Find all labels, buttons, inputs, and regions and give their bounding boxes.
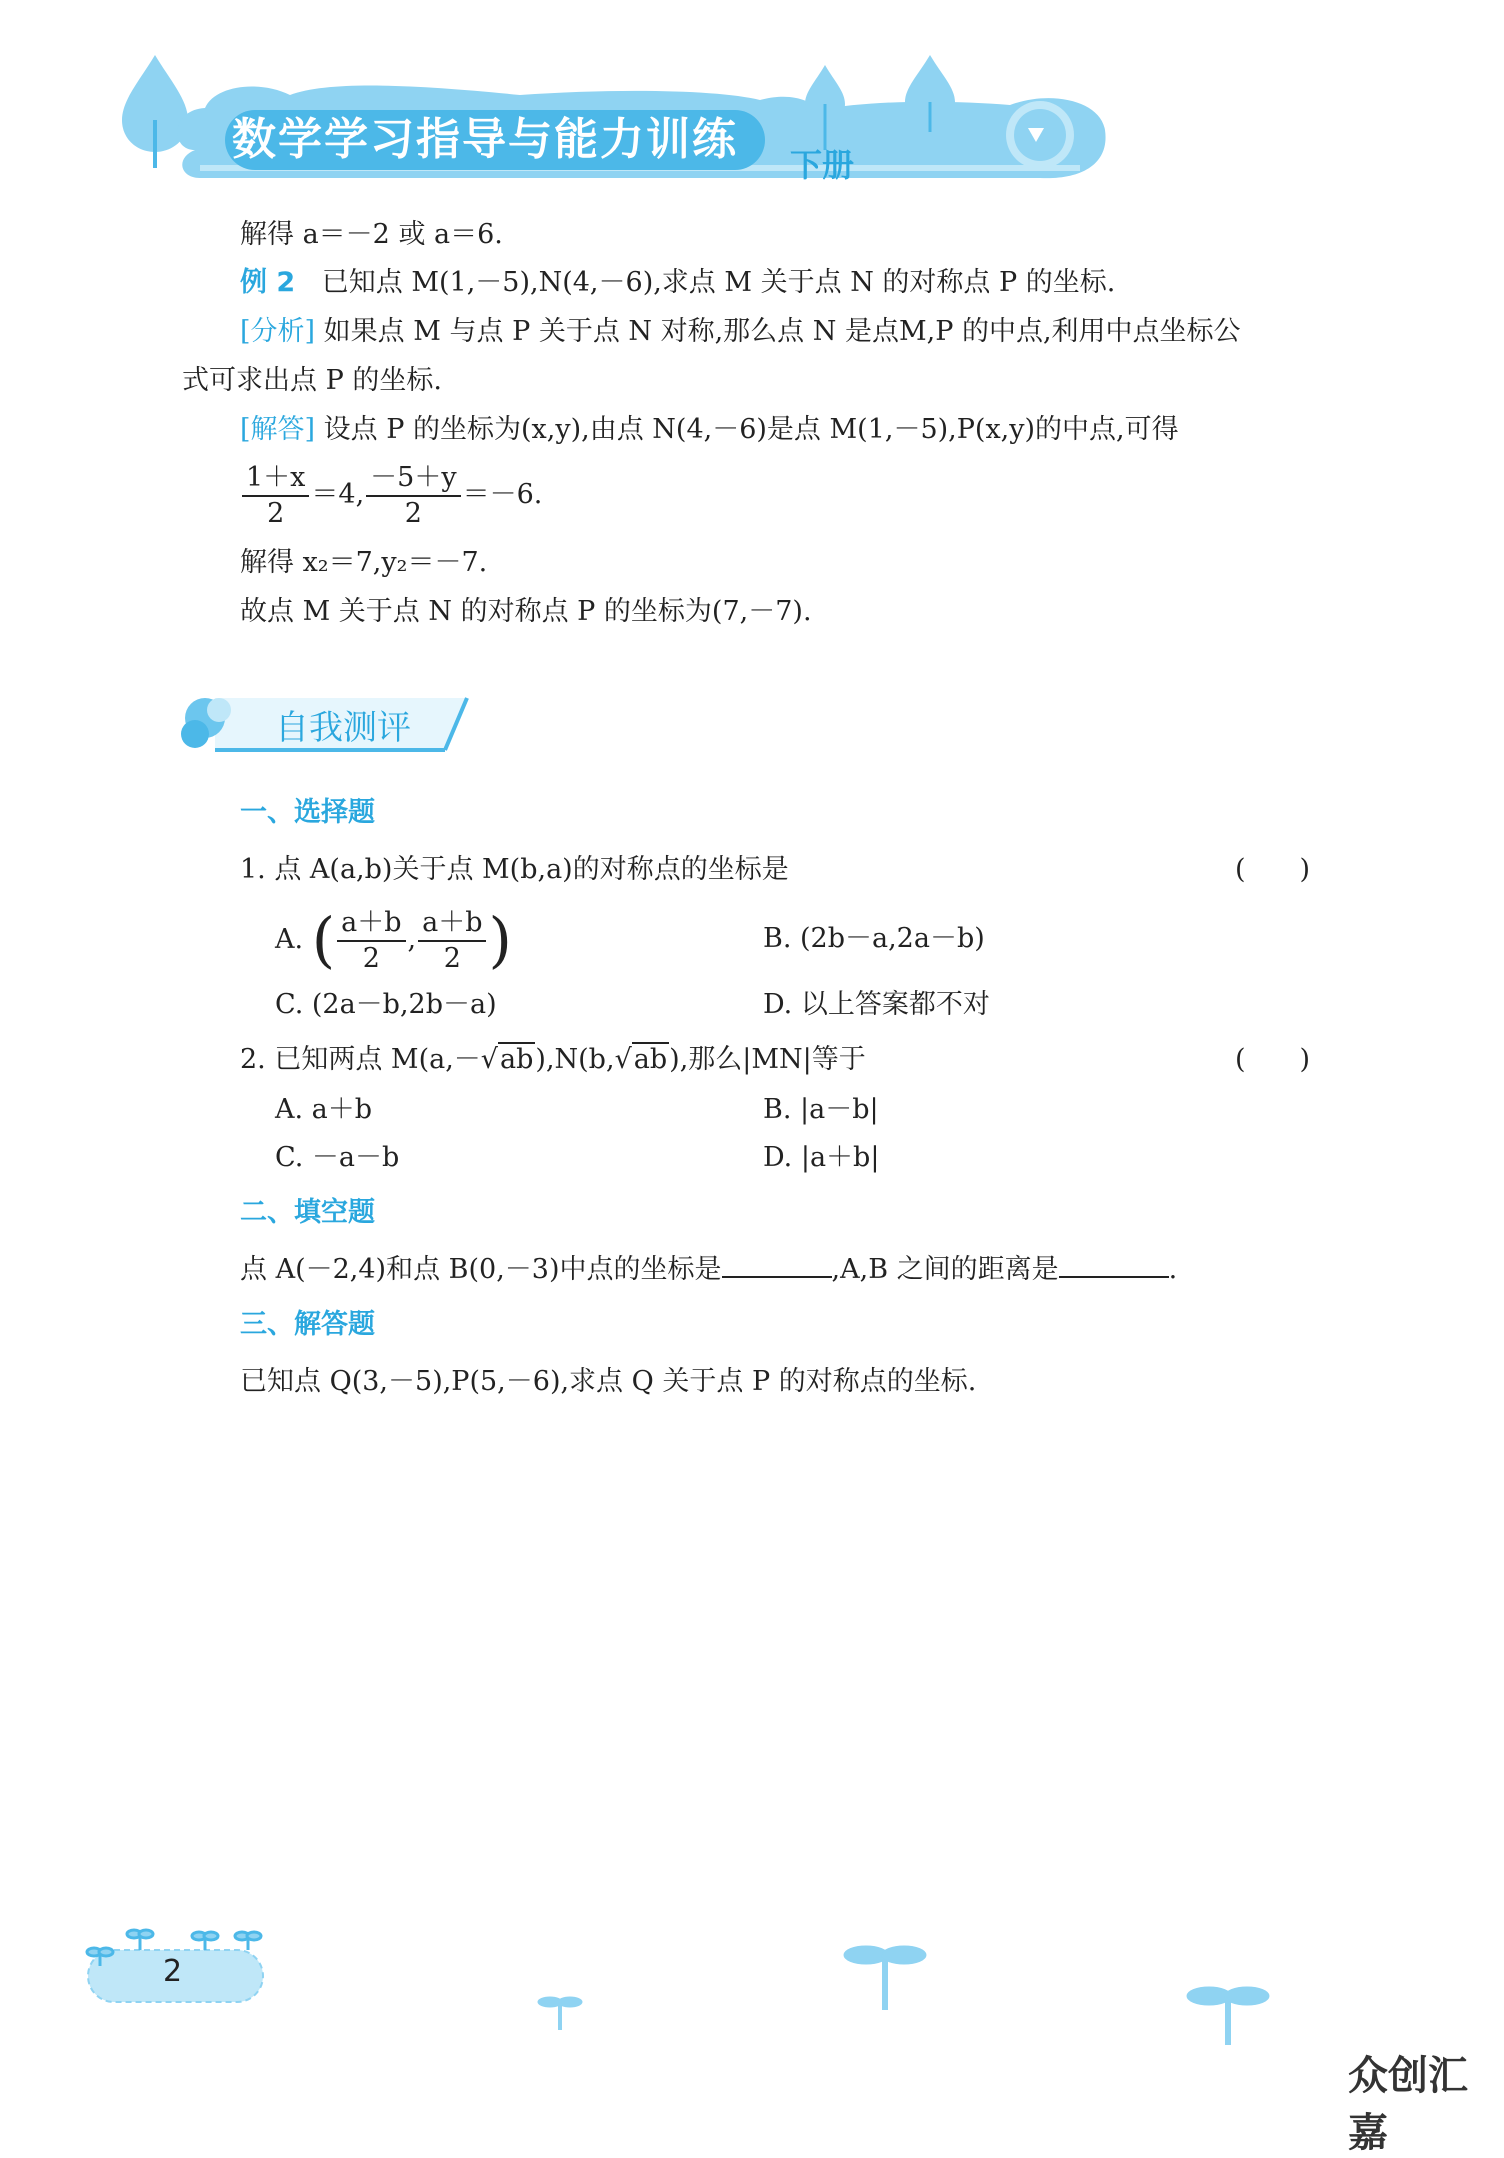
page-number: 2 — [163, 1954, 183, 1989]
answer — [240, 410, 1179, 450]
q2-option-c: C. －a－b — [275, 1142, 400, 1173]
q1-option-d: D. 以上答案都不对 — [763, 989, 990, 1020]
fill-question: 点 A(－2,4)和点 B(0,－3)中点的坐标是 ,A,B 之间的距离是 . — [240, 1250, 1177, 1290]
solution-line: 解得 a＝－2 或 a＝6. — [240, 219, 503, 250]
fraction-2: $\frac{-5+y}{2}$ — [366, 461, 460, 531]
example-text: 已知点 M(1,－5),N(4,－6),求点 M 关于点 N 的对称点 P 的坐标. — [321, 267, 1116, 298]
question-1: 1. 点 A(a,b)关于点 M(b,a)的对称点的坐标是 — [240, 854, 789, 885]
header-title: 数学学习指导与能力训练 — [232, 114, 738, 165]
footer-decoration — [0, 1900, 1504, 2094]
q2-option-b: B. |a－b| — [763, 1094, 879, 1125]
example-2 — [240, 263, 1115, 303]
conclusion-line: 故点 M 关于点 N 的对称点 P 的坐标为(7,－7). — [240, 596, 812, 627]
analysis — [240, 312, 1241, 352]
q2-option-d: D. |a＋b| — [763, 1142, 880, 1173]
answer-text: 设点 P 的坐标为(x,y),由点 N(4,－6)是点 M(1,－5),P(x,y)的中点,可得 — [323, 414, 1179, 445]
q1-answer-paren: ( ) — [1235, 854, 1311, 885]
fraction-equations: $\frac{1+x}{2}$ ＝4, $\frac{-5+y}{2}$ ＝－6. — [240, 460, 542, 531]
question-2: 2. 已知两点 M(a,－√ab),N(b,√ab),那么|MN|等于 — [240, 1044, 866, 1075]
q1-option-b: B. (2b－a,2a－b) — [763, 923, 985, 954]
analysis-label: [分析] — [240, 316, 316, 347]
solve-heading: 三、解答题 — [240, 1309, 375, 1340]
q2-option-a: A. a＋b — [275, 1094, 373, 1125]
fraction-1: $\frac{1+x}{2}$ — [242, 461, 309, 531]
section-title: 自我测评 — [275, 708, 411, 748]
fill-heading: 二、填空题 — [240, 1197, 375, 1228]
analysis-cont: 式可求出点 P 的坐标. — [182, 365, 442, 396]
analysis-text: 如果点 M 与点 P 关于点 N 对称,那么点 N 是点M,P 的中点,利用中点坐标公 — [323, 316, 1241, 347]
answer-label: [解答] — [240, 414, 316, 445]
q1-option-c: C. (2a－b,2b－a) — [275, 989, 497, 1020]
mc-heading: 一、选择题 — [240, 797, 375, 828]
blank-2[interactable] — [1059, 1250, 1169, 1278]
example-label: 例 2 — [240, 267, 296, 298]
watermark: 众创汇嘉 — [1348, 2053, 1468, 2156]
q1-option-a: A. ( $\frac{a+b}{2}$ , $\frac{a+b}{2}$ ) — [275, 905, 512, 976]
header-banner — [0, 0, 1504, 200]
header-volume: 下册 — [790, 146, 855, 184]
blank-1[interactable] — [722, 1250, 832, 1278]
solve-question: 已知点 Q(3,－5),P(5,－6),求点 Q 关于点 P 的对称点的坐标. — [240, 1366, 977, 1397]
solve-line: 解得 x₂＝7,y₂＝－7. — [240, 547, 488, 578]
q2-answer-paren: ( ) — [1235, 1044, 1311, 1075]
